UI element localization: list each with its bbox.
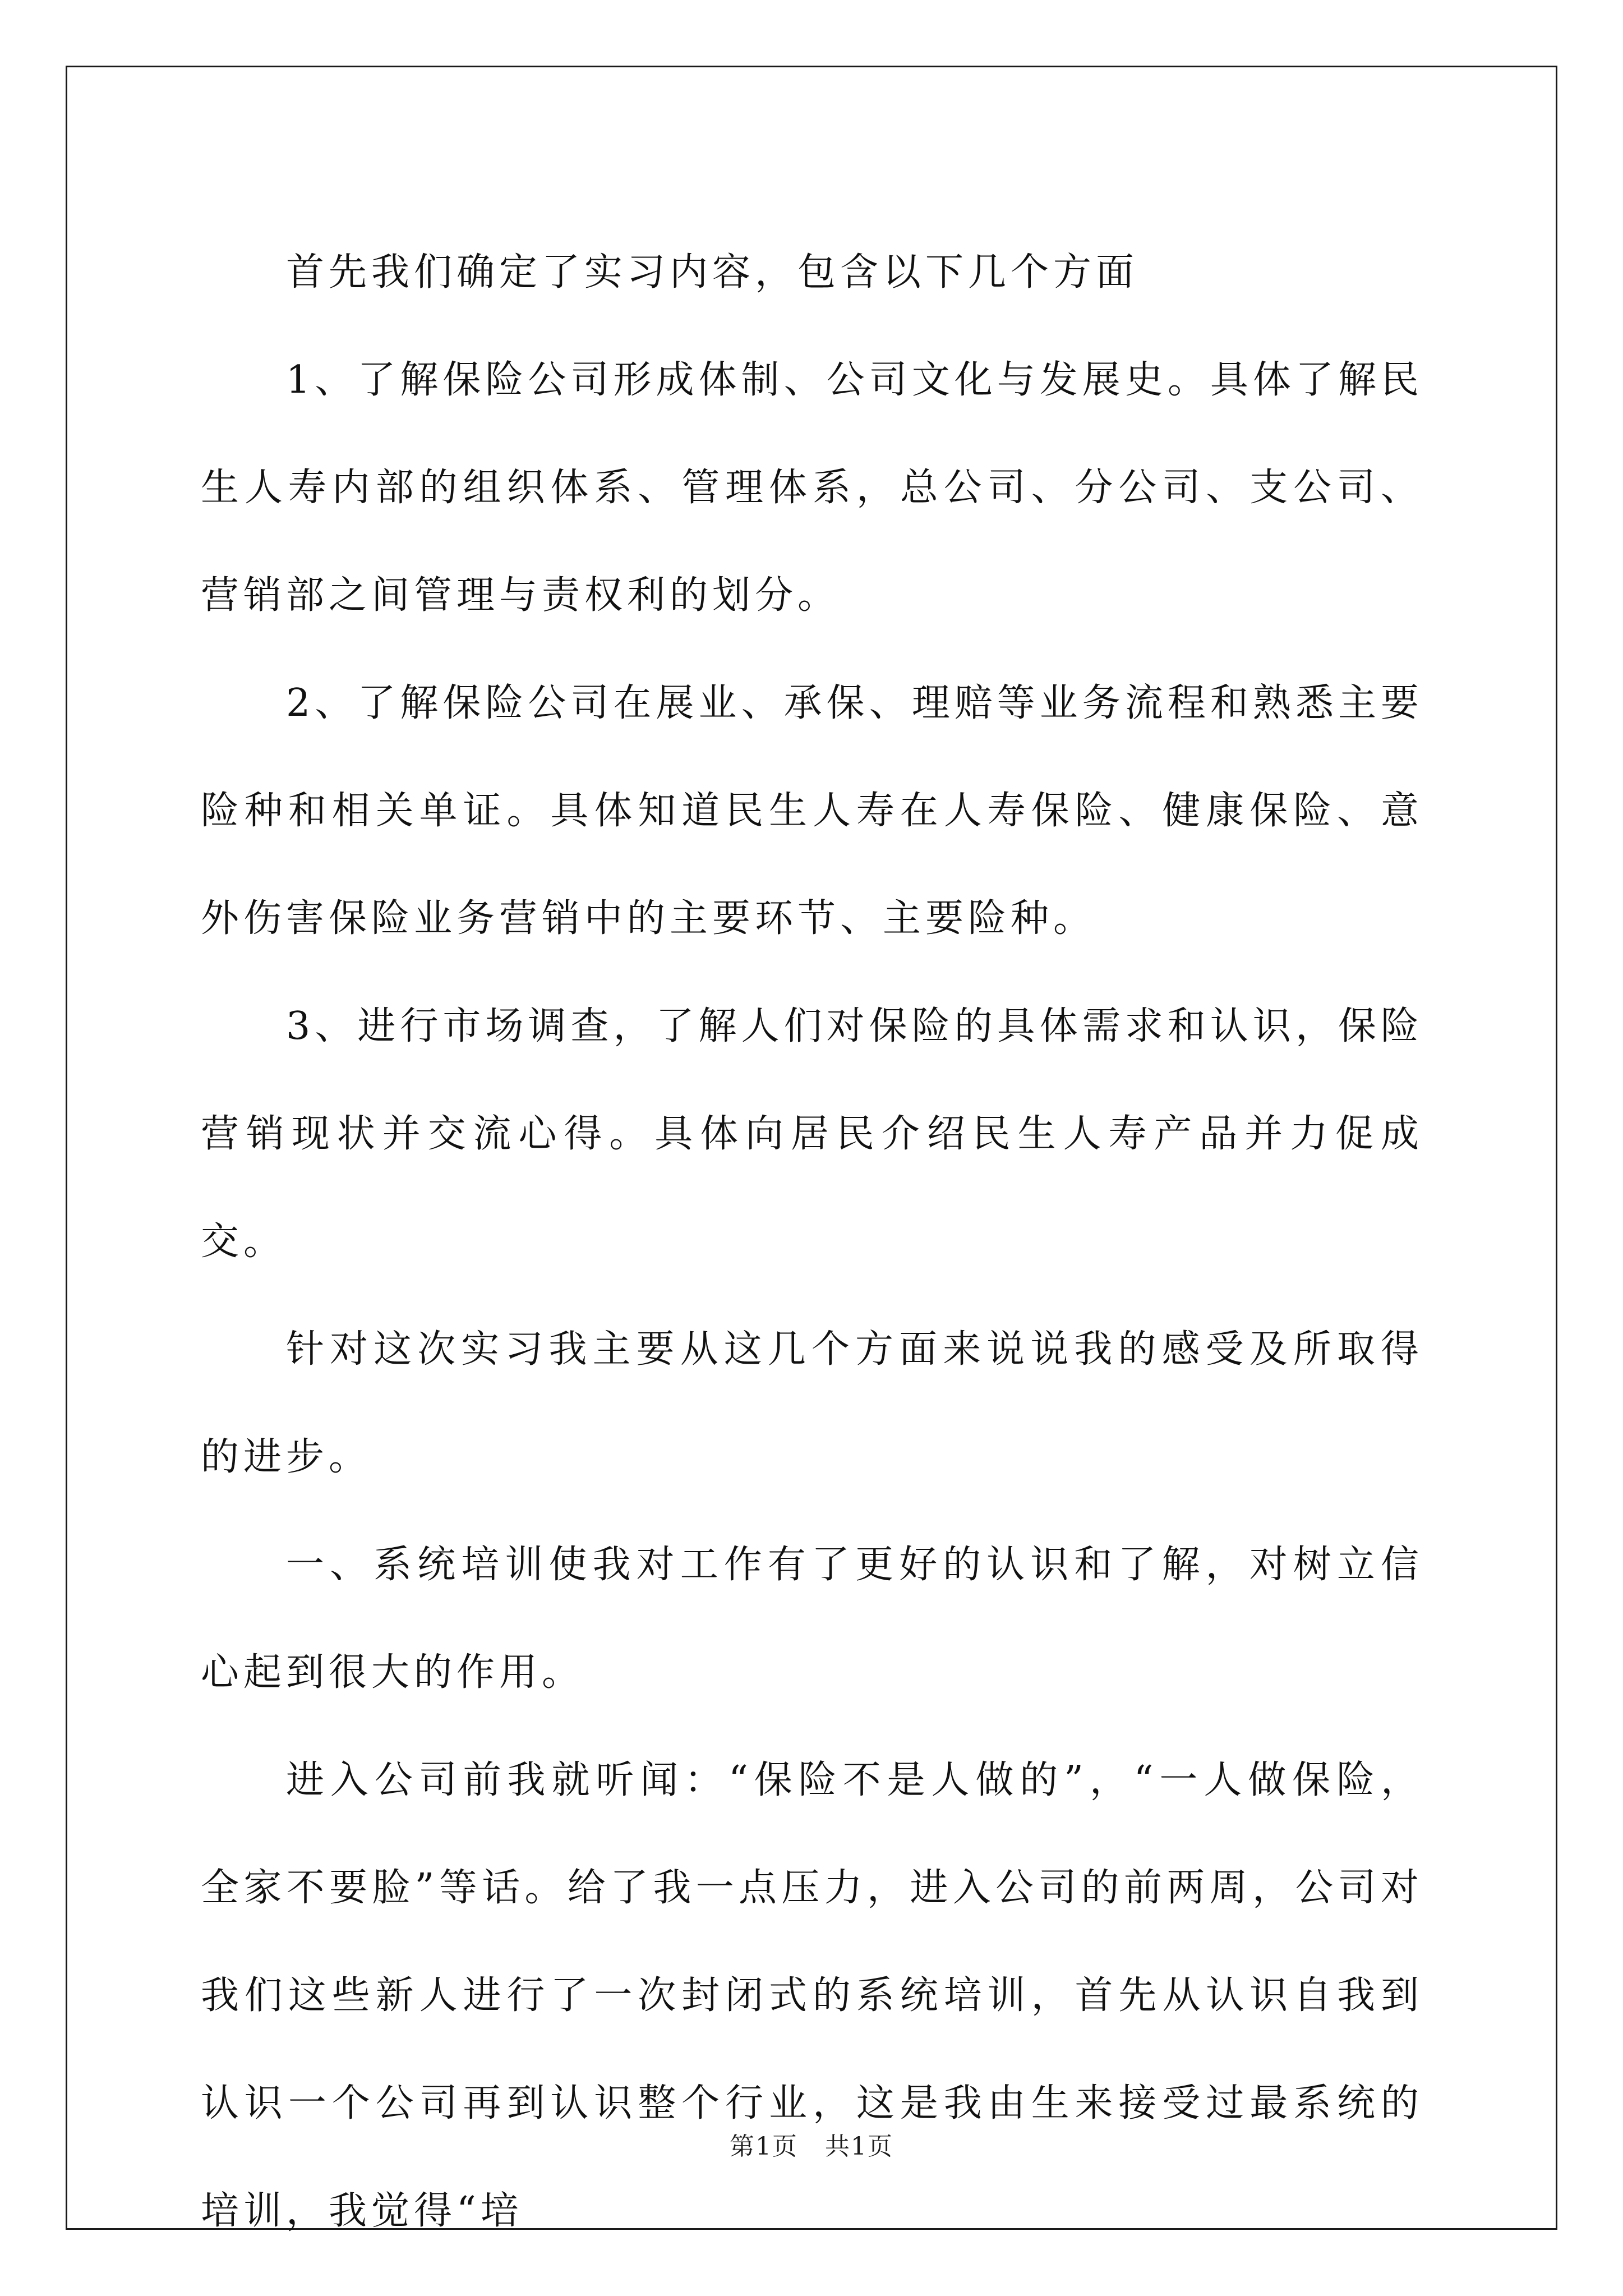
document-body	[201, 219, 1423, 2265]
page-total: 共1页	[824, 2132, 893, 2161]
paragraph-section-1-heading: 一、系统培训使我对工作有了更好的认识和了解，对树立信心起到很大的作用。	[201, 1543, 1423, 1695]
paragraph-item-2: 2、了解保险公司在展业、承保、理赔等业务流程和熟悉主要险种和相关单证。具体知道民生人寿在人寿保险、健康保险、意外伤害保险业务营销中的主要环节、主要险种。	[201, 681, 1423, 941]
paragraph-section-1-body: 进入公司前我就听闻：“保险不是人做的”，“一人做保险，全家不要脸”等话。给了我一点压力，进入公司的前两周，公司对我们这些新人进行了一次封闭式的系统培训，首先从认识自我到认识一个公司再到认识整个行业，这是我由生来接受过最系统的培训，我觉得“培	[201, 1758, 1424, 2233]
page-footer	[0, 2126, 1623, 2162]
paragraph-item-1: 1、了解保险公司形成体制、公司文化与发展史。具体了解民生人寿内部的组织体系、管理体系，总公司、分公司、支公司、营销部之间管理与责权利的划分。	[201, 358, 1423, 618]
paragraph-reflection: 针对这次实习我主要从这几个方面来说说我的感受及所取得的进步。	[201, 1327, 1423, 1479]
page-number: 第1页	[730, 2132, 799, 2161]
paragraph-item-3: 3、进行市场调查，了解人们对保险的具体需求和认识，保险营销现状并交流心得。具体向居民介绍民生人寿产品并力促成交。	[201, 1004, 1423, 1264]
paragraph-intro: 首先我们确定了实习内容，包含以下几个方面	[286, 250, 1139, 295]
